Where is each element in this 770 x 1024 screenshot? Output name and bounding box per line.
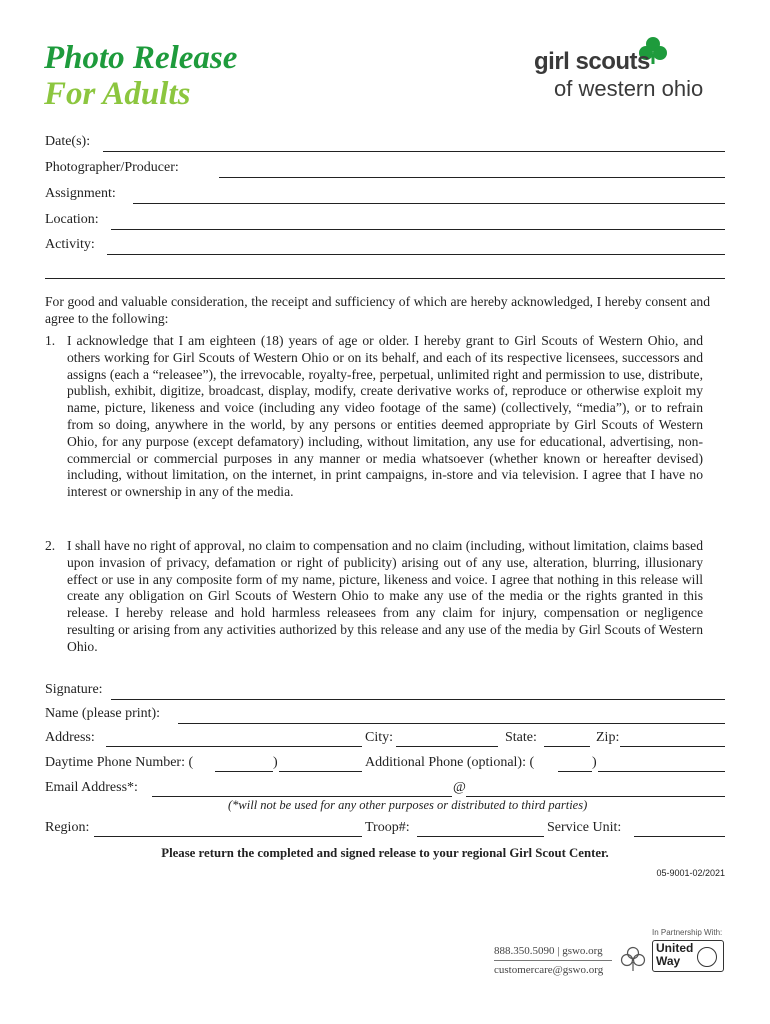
activity-line[interactable] bbox=[107, 254, 725, 255]
location-field[interactable] bbox=[45, 210, 725, 230]
additional-phone-close: ) bbox=[592, 755, 597, 770]
assignment-field[interactable] bbox=[45, 184, 725, 204]
state-label: State: bbox=[505, 730, 537, 745]
item-text: I acknowledge that I am eighteen (18) years of age or older. I hereby grant to Girl Scouts of Western Ohio, and others working for Girl Scouts of Western Ohio or on its behalf, and each of its respective licensees, successors and assigns (each a “releasee”), the irrevocable, royalty-free, perpetual, unlimited right and permission to use, distribute, publish, exhibit, digitize, broadcast, display, modify, create derivative works of, reproduce or otherwise exploit my name, picture, likeness and voice (including any video footage of the same) (collectively, “media”), or to refrain from so doing, anywhere in the world, by any persons or entities deemed appropriate by Girl Scouts of Western Ohio, for any purpose (except defamatory) including, without limitation, any use for educational, advertising, non-commercial or commercial purposes in any manner or media whatsoever (whether known or hereafter devised) including, without limitation, on the internet, in print campaigns, in-store and via television. I agree that I have no interest or ownership in any of the media. bbox=[67, 333, 703, 500]
item-number: 1. bbox=[45, 333, 56, 348]
email-note: (*will not be used for any other purposes or distributed to third parties) bbox=[228, 798, 588, 812]
activity-field[interactable] bbox=[45, 235, 725, 255]
assignment-label: Assignment: bbox=[45, 186, 116, 201]
signature-field[interactable] bbox=[45, 680, 725, 700]
united-way-logo bbox=[652, 940, 724, 972]
region-line[interactable] bbox=[94, 836, 362, 837]
assignment-line[interactable] bbox=[133, 203, 725, 204]
form-subtitle: For Adults bbox=[44, 76, 191, 112]
address-label: Address: bbox=[45, 730, 95, 745]
additional-phone-label: Additional Phone (optional): ( bbox=[365, 755, 535, 770]
photographer-label: Photographer/Producer: bbox=[45, 160, 179, 175]
list-item bbox=[45, 538, 703, 673]
city-label: City: bbox=[365, 730, 394, 745]
service-unit-line[interactable] bbox=[634, 836, 725, 837]
item-text: I shall have no right of approval, no claim to compensation and no claim (including, without limitation, claims based upon invasion of privacy, defamation or right of publicity) arising out of any use, alteration, blurring, illusionary effect or use in any composite form of my name, picture, likeness and voice. I agree that nothing in this release will create any obligation on Girl Scouts of Western Ohio to make any use of the media or the rights granted in this release. I hereby release and hold harmless releasees from any claim for injury, compensation or negligence resulting or arising from any activities authorized by this release and any use of the media by Girl Scouts of Western Ohio. bbox=[67, 538, 703, 654]
dates-field[interactable] bbox=[45, 132, 725, 152]
footer-phone-web: 888.350.5090 | gswo.org bbox=[494, 945, 603, 957]
united-way-line2: Way bbox=[656, 954, 681, 968]
return-instructions: Please return the completed and signed release to your regional Girl Scout Center. bbox=[161, 846, 609, 860]
name-field[interactable] bbox=[45, 704, 725, 724]
state-line[interactable] bbox=[544, 746, 590, 747]
trefoil-outline-icon bbox=[620, 946, 646, 972]
partner-label: In Partnership With: bbox=[652, 928, 723, 937]
service-unit-label: Service Unit: bbox=[547, 820, 622, 835]
name-label: Name (please print): bbox=[45, 706, 161, 721]
city-line[interactable] bbox=[396, 746, 498, 747]
email-domain-line[interactable] bbox=[466, 796, 725, 797]
intro-paragraph: For good and valuable consideration, the receipt and sufficiency of which are hereby acknowledged, I hereby consent and agree to the following: bbox=[45, 294, 710, 326]
location-line[interactable] bbox=[111, 229, 725, 230]
daytime-phone-label: Daytime Phone Number: ( bbox=[45, 755, 194, 770]
united-way-hand-icon bbox=[697, 947, 717, 967]
form-title: Photo Release bbox=[44, 40, 238, 76]
logo-text-line1: girl scouts bbox=[534, 48, 650, 75]
additional-phone-line[interactable] bbox=[598, 771, 725, 772]
united-way-text bbox=[656, 942, 693, 968]
daytime-area-code-line[interactable] bbox=[215, 771, 273, 772]
signature-label: Signature: bbox=[45, 682, 103, 697]
photographer-field[interactable] bbox=[45, 158, 725, 178]
daytime-phone-line[interactable] bbox=[279, 771, 362, 772]
form-code: 05-9001-02/2021 bbox=[656, 868, 725, 878]
additional-area-code-line[interactable] bbox=[558, 771, 592, 772]
troop-label: Troop#: bbox=[365, 820, 410, 835]
name-line[interactable] bbox=[178, 723, 725, 724]
email-user-line[interactable] bbox=[152, 796, 452, 797]
location-label: Location: bbox=[45, 212, 99, 227]
united-way-line1: United bbox=[656, 941, 694, 955]
photographer-line[interactable] bbox=[219, 177, 725, 178]
troop-line[interactable] bbox=[417, 836, 544, 837]
region-label: Region: bbox=[45, 820, 90, 835]
activity-label: Activity: bbox=[45, 237, 95, 252]
email-label: Email Address*: bbox=[45, 780, 138, 795]
footer-contact bbox=[494, 942, 612, 979]
footer-email: customercare@gswo.org bbox=[494, 964, 604, 976]
signature-line[interactable] bbox=[111, 699, 725, 700]
address-line[interactable] bbox=[106, 746, 362, 747]
dates-label: Date(s): bbox=[45, 134, 91, 149]
daytime-phone-close: ) bbox=[273, 755, 278, 770]
logo-text-line2: of western ohio bbox=[554, 76, 704, 101]
girl-scouts-logo bbox=[530, 36, 730, 106]
zip-line[interactable] bbox=[620, 746, 725, 747]
activity-line-2[interactable] bbox=[45, 278, 725, 279]
dates-line[interactable] bbox=[103, 151, 725, 152]
item-number: 2. bbox=[45, 538, 56, 553]
list-item bbox=[45, 333, 703, 533]
zip-label: Zip: bbox=[596, 730, 620, 745]
email-at-sign: @ bbox=[453, 780, 466, 795]
